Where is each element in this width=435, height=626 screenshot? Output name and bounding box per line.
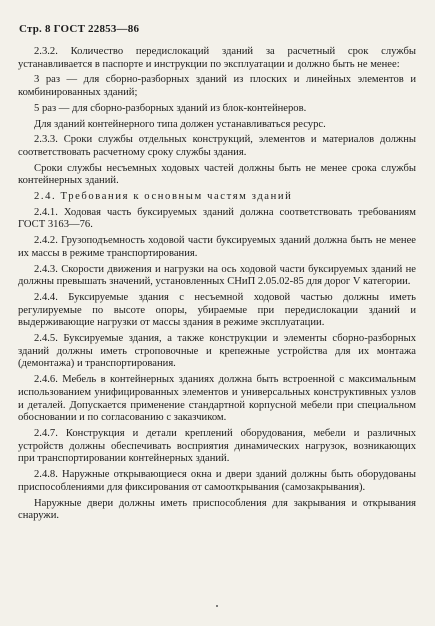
paragraph-running-gear-life: Сроки службы несъемных ходовых частей должны быть не менее срока службы контейнерных зданий. bbox=[18, 162, 416, 187]
paragraph-2-4-5: 2.4.5. Буксируемые здания, а также конструкции и элементы сборно-разборных зданий должны иметь строповочные и крепежные устройства для их монтажа (демонтажа) и транспортирования. bbox=[18, 333, 416, 370]
page-header: Стр. 8 ГОСТ 22853—86 bbox=[19, 23, 140, 35]
section-heading-2-4: 2.4. Требования к основным частям зданий bbox=[34, 191, 293, 203]
paragraph-2-3-3: 2.3.3. Сроки службы отдельных конструкций, элементов и материалов должны соответствовать расчетному сроку службы здания. bbox=[18, 134, 416, 158]
paragraph-2-4-3: 2.4.3. Скорости движения и нагрузки на ось ходовой части буксируемых зданий не должны превышать значений, установленных СНиП 2.05.02-85 для дорог V категории. bbox=[18, 263, 416, 288]
paragraph-5-times: 5 раз — для сборно-разборных зданий из блок-контейнеров. bbox=[34, 102, 307, 114]
page-mark-dot bbox=[216, 605, 218, 607]
paragraph-2-4-4: 2.4.4. Буксируемые здания с несъемной ходовой частью должны иметь регулируемые по высоте опоры, убираемые при передислокации зданий и выдерживающие нагрузки от массы здания в режиме эксплуатации. bbox=[18, 291, 416, 329]
paragraph-outer-doors: Наружные двери должны иметь приспособления для закрывания и открывания снаружи. bbox=[18, 497, 416, 522]
paragraph-2-3-2: 2.3.2. Количество передислокаций зданий за расчетный срок службы устанавливается в паспорте и инструкции по эксплуатации и должно быть не менее: bbox=[18, 46, 416, 70]
paragraph-2-4-2: 2.4.2. Грузоподъемность ходовой части буксируемых зданий должна быть не менее их массы в режиме транспортирования. bbox=[18, 235, 416, 259]
paragraph-3-times: 3 раз — для сборно-разборных зданий из плоских и линейных элементов и комбинированных зданий; bbox=[18, 74, 416, 99]
paragraph-2-4-6: 2.4.6. Мебель в контейнерных зданиях должна быть встроенной с максимальным использованием унифицированных элементов и универсальных конструктивных узлов и деталей. Допускается применение стандартной корпусной мебели при специальном обосновании и по согласованию с заказчиком. bbox=[18, 374, 416, 424]
paragraph-2-4-1: 2.4.1. Ходовая часть буксируемых зданий должна соответствовать требованиям ГОСТ 3163—76. bbox=[18, 206, 416, 231]
paragraph-2-4-7: 2.4.7. Конструкция и детали креплений оборудования, мебели и различных устройств должны обеспечивать восприятия динамических нагрузок, возникающих при транспортировании контейнерных зданий. bbox=[18, 427, 416, 465]
document-body bbox=[18, 46, 416, 526]
paragraph-container-resource: Для зданий контейнерного типа должен устанавливаться ресурс. bbox=[34, 118, 326, 130]
paragraph-2-4-8: 2.4.8. Наружные открывающиеся окна и двери зданий должны быть оборудованы приспособлениями для фиксирования от самооткрывания (самозакрывания). bbox=[18, 469, 416, 493]
